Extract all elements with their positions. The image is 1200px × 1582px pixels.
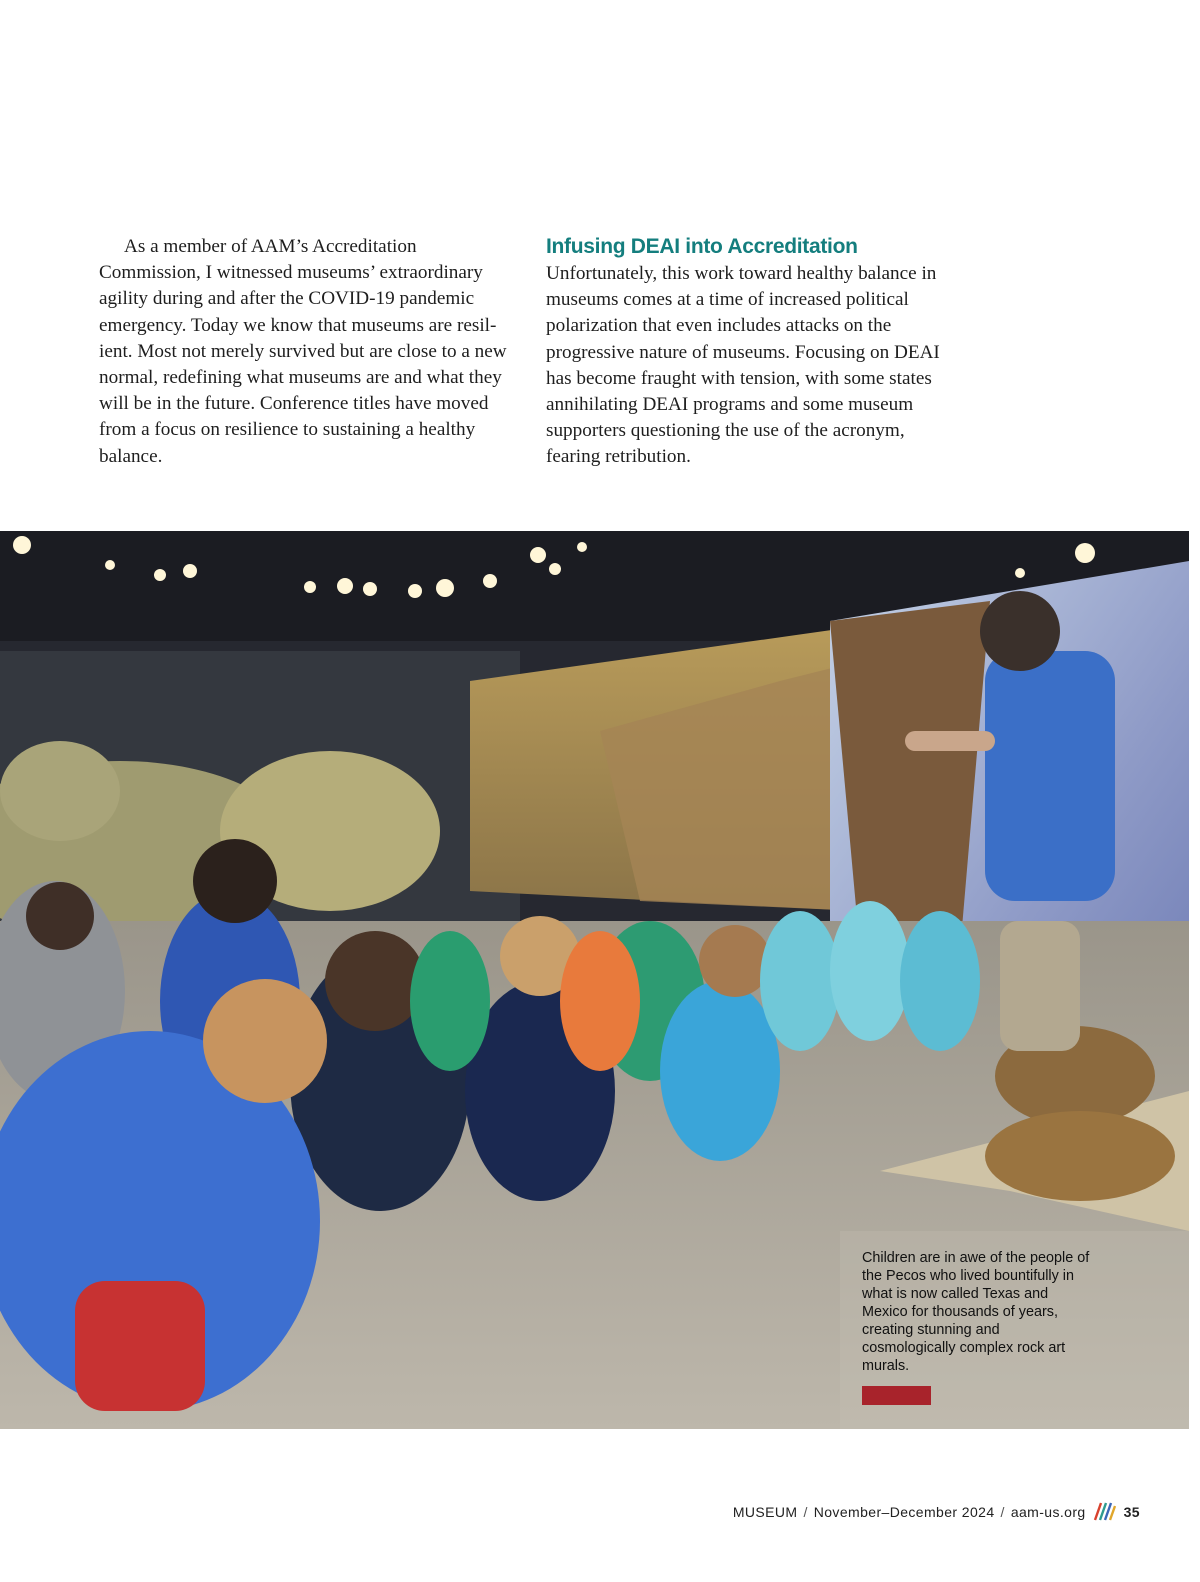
body-paragraph-left: As a member of AAM’s Accreditation Commission, I witnessed museums’ extraordinary agility during and after the COVID-19 pandemic emergency. Today we know that museums are resil-ient. Most not merely survived but are close to a new normal, redefining what museums are and what they will be in the future. Conference titles have moved from a focus on resilience to sustaining a healthy balance.	[99, 236, 507, 467]
page-footer	[600, 1500, 1140, 1524]
aam-stripes-logo-icon	[1092, 1500, 1116, 1525]
page-number: 35	[1123, 1504, 1140, 1520]
footer-separator: /	[803, 1504, 808, 1520]
left-column	[99, 234, 511, 470]
magazine-name: MUSEUM	[732, 1504, 798, 1520]
body-paragraph-right: Unfortunately, this work toward healthy balance in museums comes at a time of increased political polarization that even includes attacks on the progressive nature of museums. Focusing on DEAI has become fraught with tension, with some states annihilating DEAI programs and some museum supporters questioning the use of the acronym, fearing retribution.	[546, 263, 940, 468]
caption-accent-bar	[862, 1386, 931, 1405]
issue-date: November–December 2024	[813, 1504, 995, 1520]
section-heading: Infusing DEAI into Accreditation	[546, 235, 858, 258]
website-link[interactable]: aam-us.org	[1010, 1504, 1086, 1520]
right-column	[546, 234, 958, 471]
footer-separator: /	[1000, 1504, 1005, 1520]
photo-caption: Children are in awe of the people of the Pecos who lived bountifully in what is now called Texas and Mexico for thousands of years, creating stunning and cosmologically complex rock art murals.	[862, 1250, 1090, 1374]
